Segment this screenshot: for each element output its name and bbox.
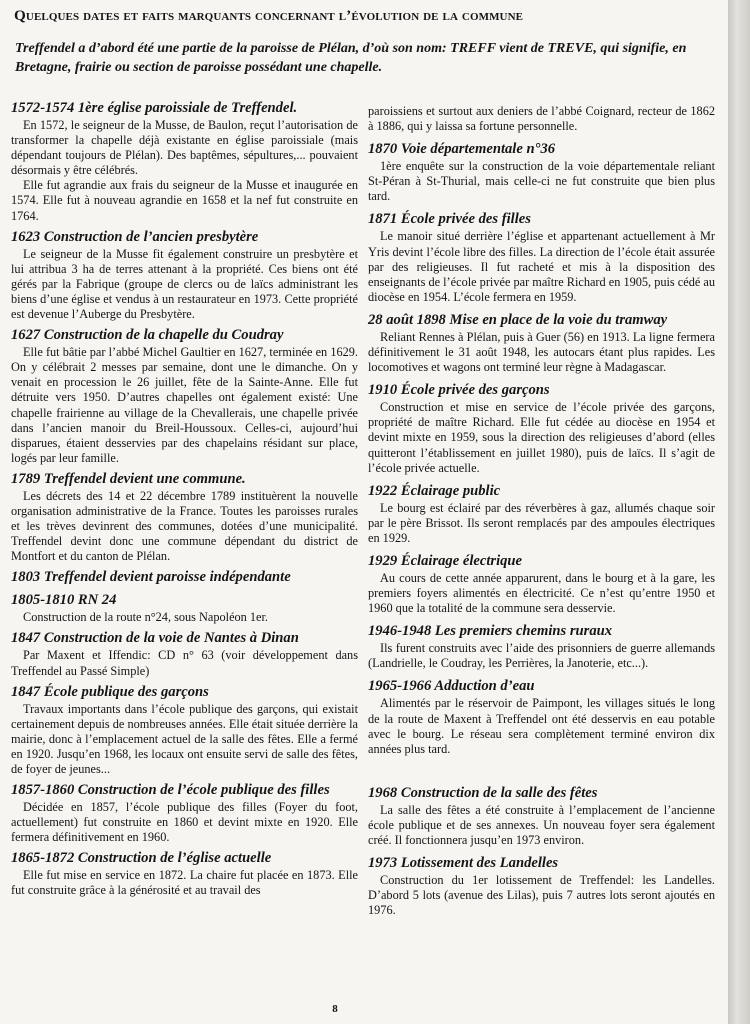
entry-title: 1922 Éclairage public [368,482,501,499]
entry-paragraph: Elle fut bâtie par l’abbé Michel Gaultier en 1627, terminée en 1629. On y célébrait 2 messes par semaine, dont une le dimanche. On y venait en procession le 26 juillet, fête de la Sainte-Anne. Elle fut détruite vers 1950. D’autres chapelles ont également existé: Une chapelle frairienne au village de la Chevallerais, une chapelle privée dans l’ancien manoir du Breil-Houssoux. Celles-ci, aujourd’hui disparues, étaient desservies par des chapelains résidant sur place, logés par leur famille. [11,345,358,465]
entry-paragraph: Construction et mise en service de l’école privée des garçons, propriété de maître Richard. Elle fut cédée au diocèse en 1954 et devint mixte en 1959, sous la direction des religieuses d’abord (elles quitteront l’établissement en juillet 1980), puis de laïcs. Il s’agit de l’école privée actuelle. [368,400,715,475]
entry-1847-ecole [11,684,358,777]
entry-paragraph: Le bourg est éclairé par des réverbères à gaz, allumés chaque soir par le père Brissot. Ils seront remplacés par des ampoules électriques en 1929. [368,500,715,545]
entry-1847-voie [11,630,358,678]
right-column [368,104,715,918]
entry-title: 1623 Construction de l’ancien presbytère [11,228,259,245]
entry-title: 1789 Treffendel devient une commune. [11,470,246,487]
entry-title: 28 août 1898 Mise en place de la voie du tramway [368,311,668,328]
entry-paragraph: Elle fut agrandie aux frais du seigneur de la Musse et inaugurée en 1574. Elle fut à nouveau agrandie en 1658 et la nef fut construite en 1764. [11,178,358,223]
entry-title: 1965-1966 Adduction d’eau [368,678,535,695]
entry-paragraph: Construction du 1er lotissement de Treffendel: les Landelles. D’abord 5 lots (avenue des Lilas), puis 7 autres lots seront ajoutés en 1976. [368,873,715,918]
entry-title: 1857-1860 Construction de l’école publique des filles [11,782,330,799]
entry-title: 1968 Construction de la salle des fêtes [368,784,598,801]
entry-title: 1871 École privée des filles [368,211,531,228]
entry-1871 [368,211,715,304]
entry-title: 1847 Construction de la voie de Nantes à Dinan [11,630,299,647]
entry-paragraph: Les décrets des 14 et 22 décembre 1789 instituèrent la nouvelle organisation administrative de la France. Toutes les paroisses rurales et les trèves devinrent des communes, dotées d’une municipalité. Treffendel devint donc une commune dépendant du district de Montfort et du canton de Plélan. [11,488,358,564]
entry-1789 [11,471,358,564]
page-number: 8 [332,1003,338,1015]
entry-paragraph: La salle des fêtes a été construite à l’emplacement de l’ancienne école publique et de ses annexes. Un nouveau foyer sera également créé. Il fonctionnera jusqu’en 1973 environ. [368,802,715,847]
page-title: Quelques dates et faits marquants concernant l’évolution de la commune [14,7,524,24]
intro-paragraph: Treffendel a d’abord été une partie de la paroisse de Plélan, d’où son nom: TREFF vient de TREVE, qui signifie, en Bretagne, frairie ou section de paroisse possédant une chapelle. [15,41,687,75]
entry-paragraph: Le seigneur de la Musse fit également construire un presbytère et lui attribua 3 ha de terres attenant à la propriété. Ces biens ont été gérés par la Fabrique (groupe de clercs ou de laïcs administrant les biens d’une église et vendus à un restaurateur en 1973. Cette propriété est devenue l’Auberge du Presbytère. [11,246,358,322]
entry-title: 1929 Éclairage électrique [368,552,523,569]
entry-1870 [368,141,715,204]
entry-paragraph: 1ère enquête sur la construction de la voie départementale reliant St-Péran à St-Thurial, mais celle-ci ne fut construite que bien plus tard. [368,159,715,204]
entry-1857 [11,782,358,845]
adjacent-page-edge [728,0,750,1024]
entry-title: 1865-1872 Construction de l’église actuelle [11,850,272,867]
entry-1946 [368,623,715,671]
entry-title: 1973 Lotissement des Landelles [368,855,559,872]
entry-1627 [11,327,358,466]
entry-paragraph: Travaux importants dans l’école publique des garçons, qui existait certainement depuis de nombreuses années. Elle était située derrière la mairie, donc à l’emplacement actuel de la salle des fêtes. Elle a fermé en 1920. Jusqu’en 1968, les locaux ont ensuite servi de salle des fêtes, de foyer de jeunes... [11,701,358,776]
entry-paragraph: Reliant Rennes à Plélan, puis à Guer (56) en 1913. La ligne fermera définitivement le 31 août 1948, les autocars étant plus rapides. Les locomotives et wagons ont terminé leur règne à Madagascar. [368,329,715,375]
entry-title: 1572-1574 1ère église paroissiale de Treffendel. [11,100,298,116]
entry-paragraph: Par Maxent et Iffendic: CD n° 63 (voir développement dans Treffendel au Passé Simple) [11,648,358,678]
entry-paragraph: En 1572, le seigneur de la Musse, de Baulon, reçut l’autorisation de transformer la chapelle déjà existante en église paroissiale (mais dépendant toujours de Plélan). Des baptêmes, sépultures,... pouvaient désormais y être célébrés. [11,118,358,178]
entry-paragraph: Ils furent construits avec l’aide des prisonniers de guerre allemands (Landrielle, le Coudray, les Perrières, la Janoterie, etc...). [368,641,715,671]
entry-1910 [368,382,715,475]
entry-1922 [368,483,715,546]
entry-paragraph: Elle fut mise en service en 1872. La chaire fut placée en 1873. Elle fut construite grâce à la générosité et au travail des [11,868,358,898]
entry-1929 [368,553,715,616]
entry-1965 [368,678,715,756]
entry-title: 1910 École privée des garçons [368,382,550,399]
entry-paragraph: Le manoir situé derrière l’église et appartenant actuellement à Mr Yris devint l’école libre des filles. La direction de l’école était assurée par des religieuses. Il fut racheté et mis à la disposition des enseignants de l’école privée par maître Richard en 1905, puis cédé au diocèse en 1954. L’école fermera en 1959. [368,229,715,304]
entry-1973 [368,855,715,918]
entry-paragraph: Au cours de cette année apparurent, dans le bourg et à la gare, les premiers foyers alimentés en électricité. Ce n’est qu’entre 1950 et 1960 que la totalité de la commune sera desservie. [368,570,715,616]
entry-paragraph: Alimentés par le réservoir de Paimpont, les villages situés le long de la route de Maxent à Treffendel ont été desservis en eau potable avec le bourg. Le réseau sera complètement terminé environ dix années plus tard. [368,696,715,756]
continued-paragraph: paroissiens et surtout aux deniers de l’abbé Coignard, recteur de 1862 à 1886, qui y laissa sa fortune personnelle. [368,104,715,134]
entry-title: 1805-1810 RN 24 [11,592,117,609]
entry-1803 [11,569,358,586]
entry-title: 1627 Construction de la chapelle du Coudray [11,327,284,344]
entry-1805 [11,592,358,625]
entry-title: 1847 École publique des garçons [11,683,209,700]
entry-1623 [11,229,358,322]
left-column [11,100,358,899]
entry-1898 [368,312,715,375]
entry-paragraph: Décidée en 1857, l’école publique des filles (Foyer du foot, actuellement) fut construite en 1860 et devint mixte en 1920. Elle fermera définitivement en 1960. [11,800,358,845]
entry-title: 1803 Treffendel devient paroisse indépendante [11,569,291,586]
entry-1865 [11,850,358,898]
entry-title: 1946-1948 Les premiers chemins ruraux [368,623,613,640]
entry-1968 [368,785,715,848]
entry-title: 1870 Voie départementale n°36 [368,141,556,158]
entry-paragraph: Construction de la route n°24, sous Napoléon 1er. [23,610,269,625]
entry-1572 [11,100,358,224]
